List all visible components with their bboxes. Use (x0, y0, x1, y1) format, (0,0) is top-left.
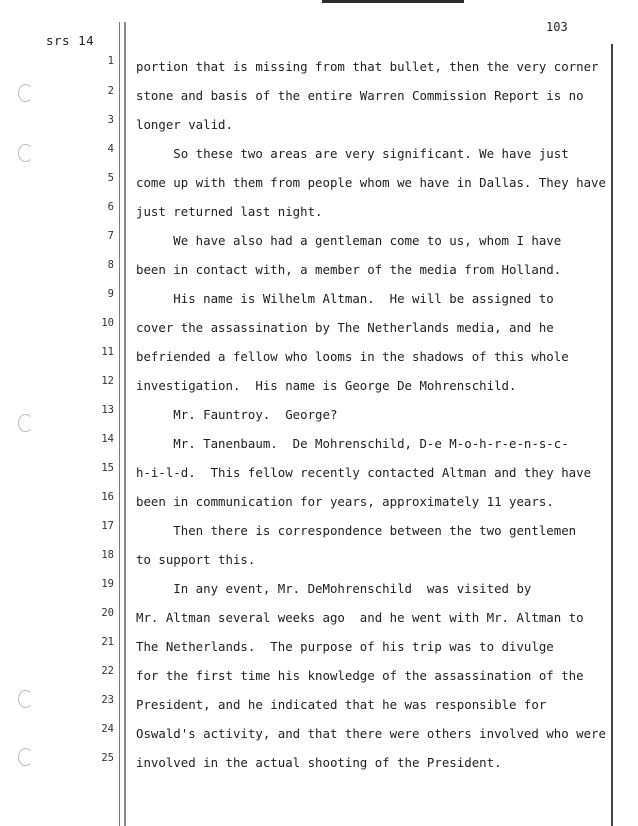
line-number: 3 (107, 114, 114, 126)
line-number: 15 (101, 462, 114, 474)
transcript-line: Then there is correspondence between the two gentlemen (136, 524, 577, 538)
line-number: 4 (107, 143, 114, 155)
line-number: 24 (101, 723, 114, 735)
transcript-line: involved in the actual shooting of the President. (136, 756, 502, 770)
binder-hole-mark (18, 748, 33, 766)
line-number: 7 (107, 230, 114, 242)
line-number: 6 (107, 201, 114, 213)
document-id: srs 14 (46, 33, 95, 48)
line-number: 18 (101, 549, 114, 561)
transcript-line: just returned last night. (136, 205, 323, 219)
left-margin-rule (119, 22, 120, 826)
transcript-line: We have also had a gentleman come to us, whom I have (136, 234, 562, 248)
line-number: 14 (101, 433, 114, 445)
line-number: 8 (107, 259, 114, 271)
transcript-line: investigation. His name is George De Mohrenschild. (136, 379, 517, 393)
binder-hole-mark (18, 414, 33, 432)
transcript-line: portion that is missing from that bullet, then the very corner (136, 60, 599, 74)
transcript-line: been in communication for years, approximately 11 years. (136, 495, 554, 509)
transcript-line: President, and he indicated that he was responsible for (136, 698, 547, 712)
transcript-line: longer valid. (136, 118, 233, 132)
line-number: 21 (101, 636, 114, 648)
line-number: 19 (101, 578, 114, 590)
line-number: 16 (101, 491, 114, 503)
left-margin-rule-inner (124, 22, 126, 826)
transcript-line: His name is Wilhelm Altman. He will be assigned to (136, 292, 554, 306)
line-number: 5 (107, 172, 114, 184)
transcript-line: h-i-l-d. This fellow recently contacted Altman and they have (136, 466, 592, 480)
transcript-line: The Netherlands. The purpose of his trip was to divulge (136, 640, 554, 654)
transcript-line: Mr. Fauntroy. George? (136, 408, 338, 422)
top-edge-mark (322, 0, 464, 3)
transcript-line: Mr. Tanenbaum. De Mohrenschild, D-e M-o-h-r-e-n-s-c- (136, 437, 569, 451)
line-number: 11 (101, 346, 114, 358)
line-number: 12 (101, 375, 114, 387)
line-number: 1 (107, 55, 114, 67)
line-number: 9 (107, 288, 114, 300)
transcript-line: cover the assassination by The Netherlands media, and he (136, 321, 554, 335)
transcript-line: Mr. Altman several weeks ago and he went with Mr. Altman to (136, 611, 584, 625)
line-number: 22 (101, 665, 114, 677)
transcript-line: for the first time his knowledge of the assassination of the (136, 669, 584, 683)
page-number: 103 (546, 20, 568, 34)
transcript-line: been in contact with, a member of the media from Holland. (136, 263, 562, 277)
line-number: 20 (101, 607, 114, 619)
transcript-line: to support this. (136, 553, 256, 567)
line-number: 13 (101, 404, 114, 416)
line-number: 10 (101, 317, 114, 329)
transcript-line: So these two areas are very significant. We have just (136, 147, 569, 161)
transcript-line: In any event, Mr. DeMohrenschild was visited by (136, 582, 532, 596)
binder-hole-mark (18, 144, 33, 162)
line-number: 23 (101, 694, 114, 706)
transcript-line: stone and basis of the entire Warren Commission Report is no (136, 89, 584, 103)
transcript-line: Oswald's activity, and that there were others involved who were (136, 727, 606, 741)
line-number: 2 (107, 85, 114, 97)
transcript-line: befriended a fellow who looms in the shadows of this whole (136, 350, 569, 364)
line-number: 25 (101, 752, 114, 764)
binder-hole-mark (18, 690, 33, 708)
transcript-line: come up with them from people whom we have in Dallas. They have (136, 176, 606, 190)
line-number: 17 (101, 520, 114, 532)
binder-hole-mark (18, 84, 33, 102)
